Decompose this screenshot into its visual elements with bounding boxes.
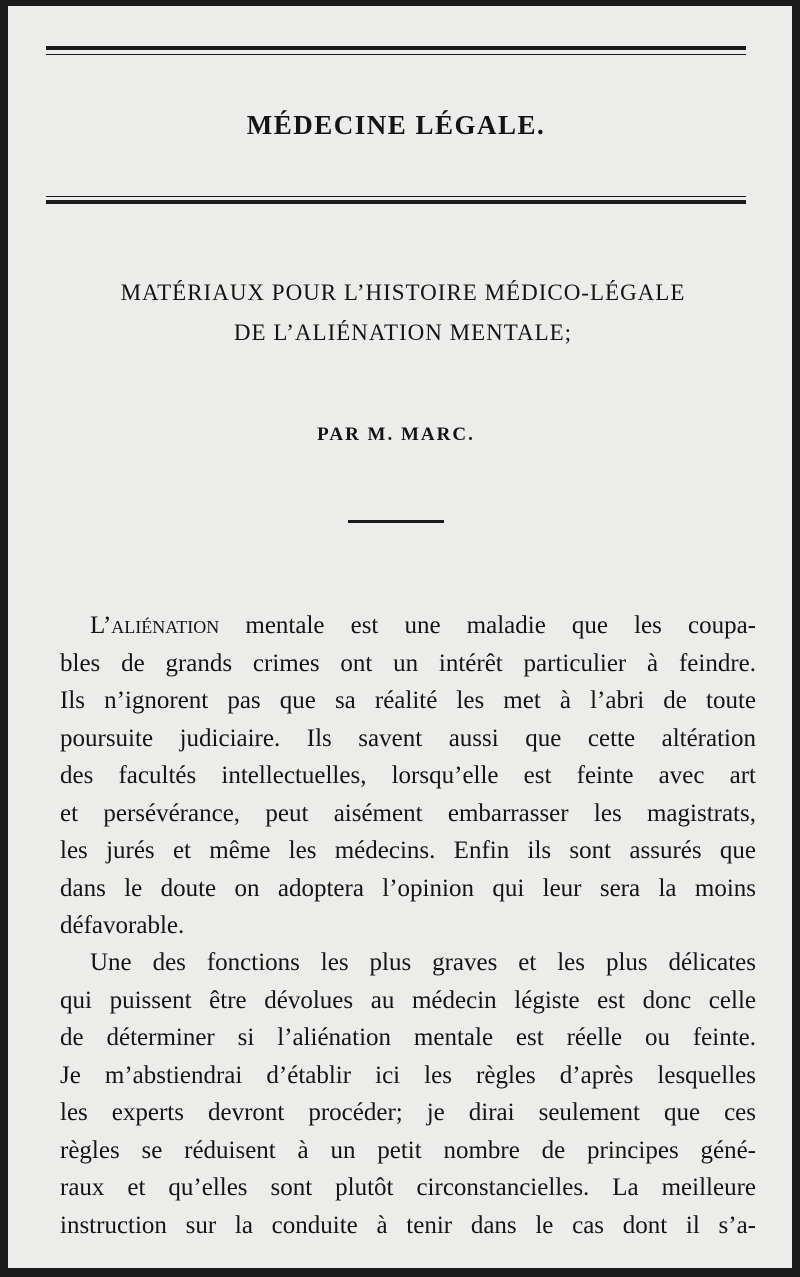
paragraph-line: Une des fonctions les plus graves et les plus délicates — [90, 949, 756, 976]
book-page — [8, 6, 792, 1268]
author-byline: PAR M. MARC. — [317, 424, 475, 445]
paragraph-line: défavorable. — [60, 912, 185, 939]
paragraph-line: règles se réduisent à un petit nombre de principes géné- — [60, 1136, 756, 1164]
mid-rule-thick — [46, 200, 746, 204]
lead-word: L’aliénation — [90, 612, 220, 639]
short-separator-rule — [348, 520, 444, 523]
paragraph-line: les jurés et même les médecins. Enfin ils sont assurés que — [60, 837, 756, 864]
paragraph-line: des facultés intellectuelles, lorsqu’elle est feinte avec art — [60, 762, 756, 789]
paragraph-line: Ils n’ignorent pas que sa réalité les met à l’abri de toute — [60, 687, 756, 714]
article-title-line-1: MATÉRIAUX POUR L’HISTOIRE MÉDICO-LÉGALE — [120, 280, 686, 305]
section-title: MÉDECINE LÉGALE. — [246, 110, 546, 140]
paragraph-line: de déterminer si l’aliénation mentale est réelle ou feinte. — [60, 1024, 756, 1051]
paragraph-line: qui puissent être dévolues au médecin légiste est donc celle — [60, 986, 756, 1014]
top-rule-thin — [46, 54, 746, 55]
paragraph-line: dans le doute on adoptera l’opinion qui leur sera la moins — [60, 874, 756, 902]
paragraph-line: Je m’abstiendrai d’établir ici les règles d’après lesquelles — [60, 1061, 756, 1089]
paragraph-line: poursuite judiciaire. Ils savent aussi que cette altération — [60, 724, 756, 752]
article-title-line-2: DE L’ALIÉNATION MENTALE; — [233, 320, 573, 345]
show-through-background — [8, 6, 792, 80]
paragraph-line: les experts devront procéder; je dirai seulement que ces — [60, 1099, 756, 1126]
paragraph-2 — [60, 944, 756, 1244]
paragraph-1 — [60, 607, 756, 945]
paragraph-line: instruction sur la conduite à tenir dans le cas dont il s’a- — [60, 1211, 756, 1239]
paragraph-line: bles de grands crimes ont un intérêt particulier à feindre. — [60, 649, 756, 677]
mid-rule-thin — [46, 196, 746, 197]
paragraph-line: L’aliénation mentale est une maladie que les coupa- — [90, 612, 756, 639]
top-rule-thick — [46, 46, 746, 50]
paragraph-line: raux et qu’elles sont plutôt circonstancielles. La meilleure — [60, 1174, 756, 1201]
paragraph-line: et persévérance, peut aisément embarrasser les magistrats, — [60, 799, 756, 827]
